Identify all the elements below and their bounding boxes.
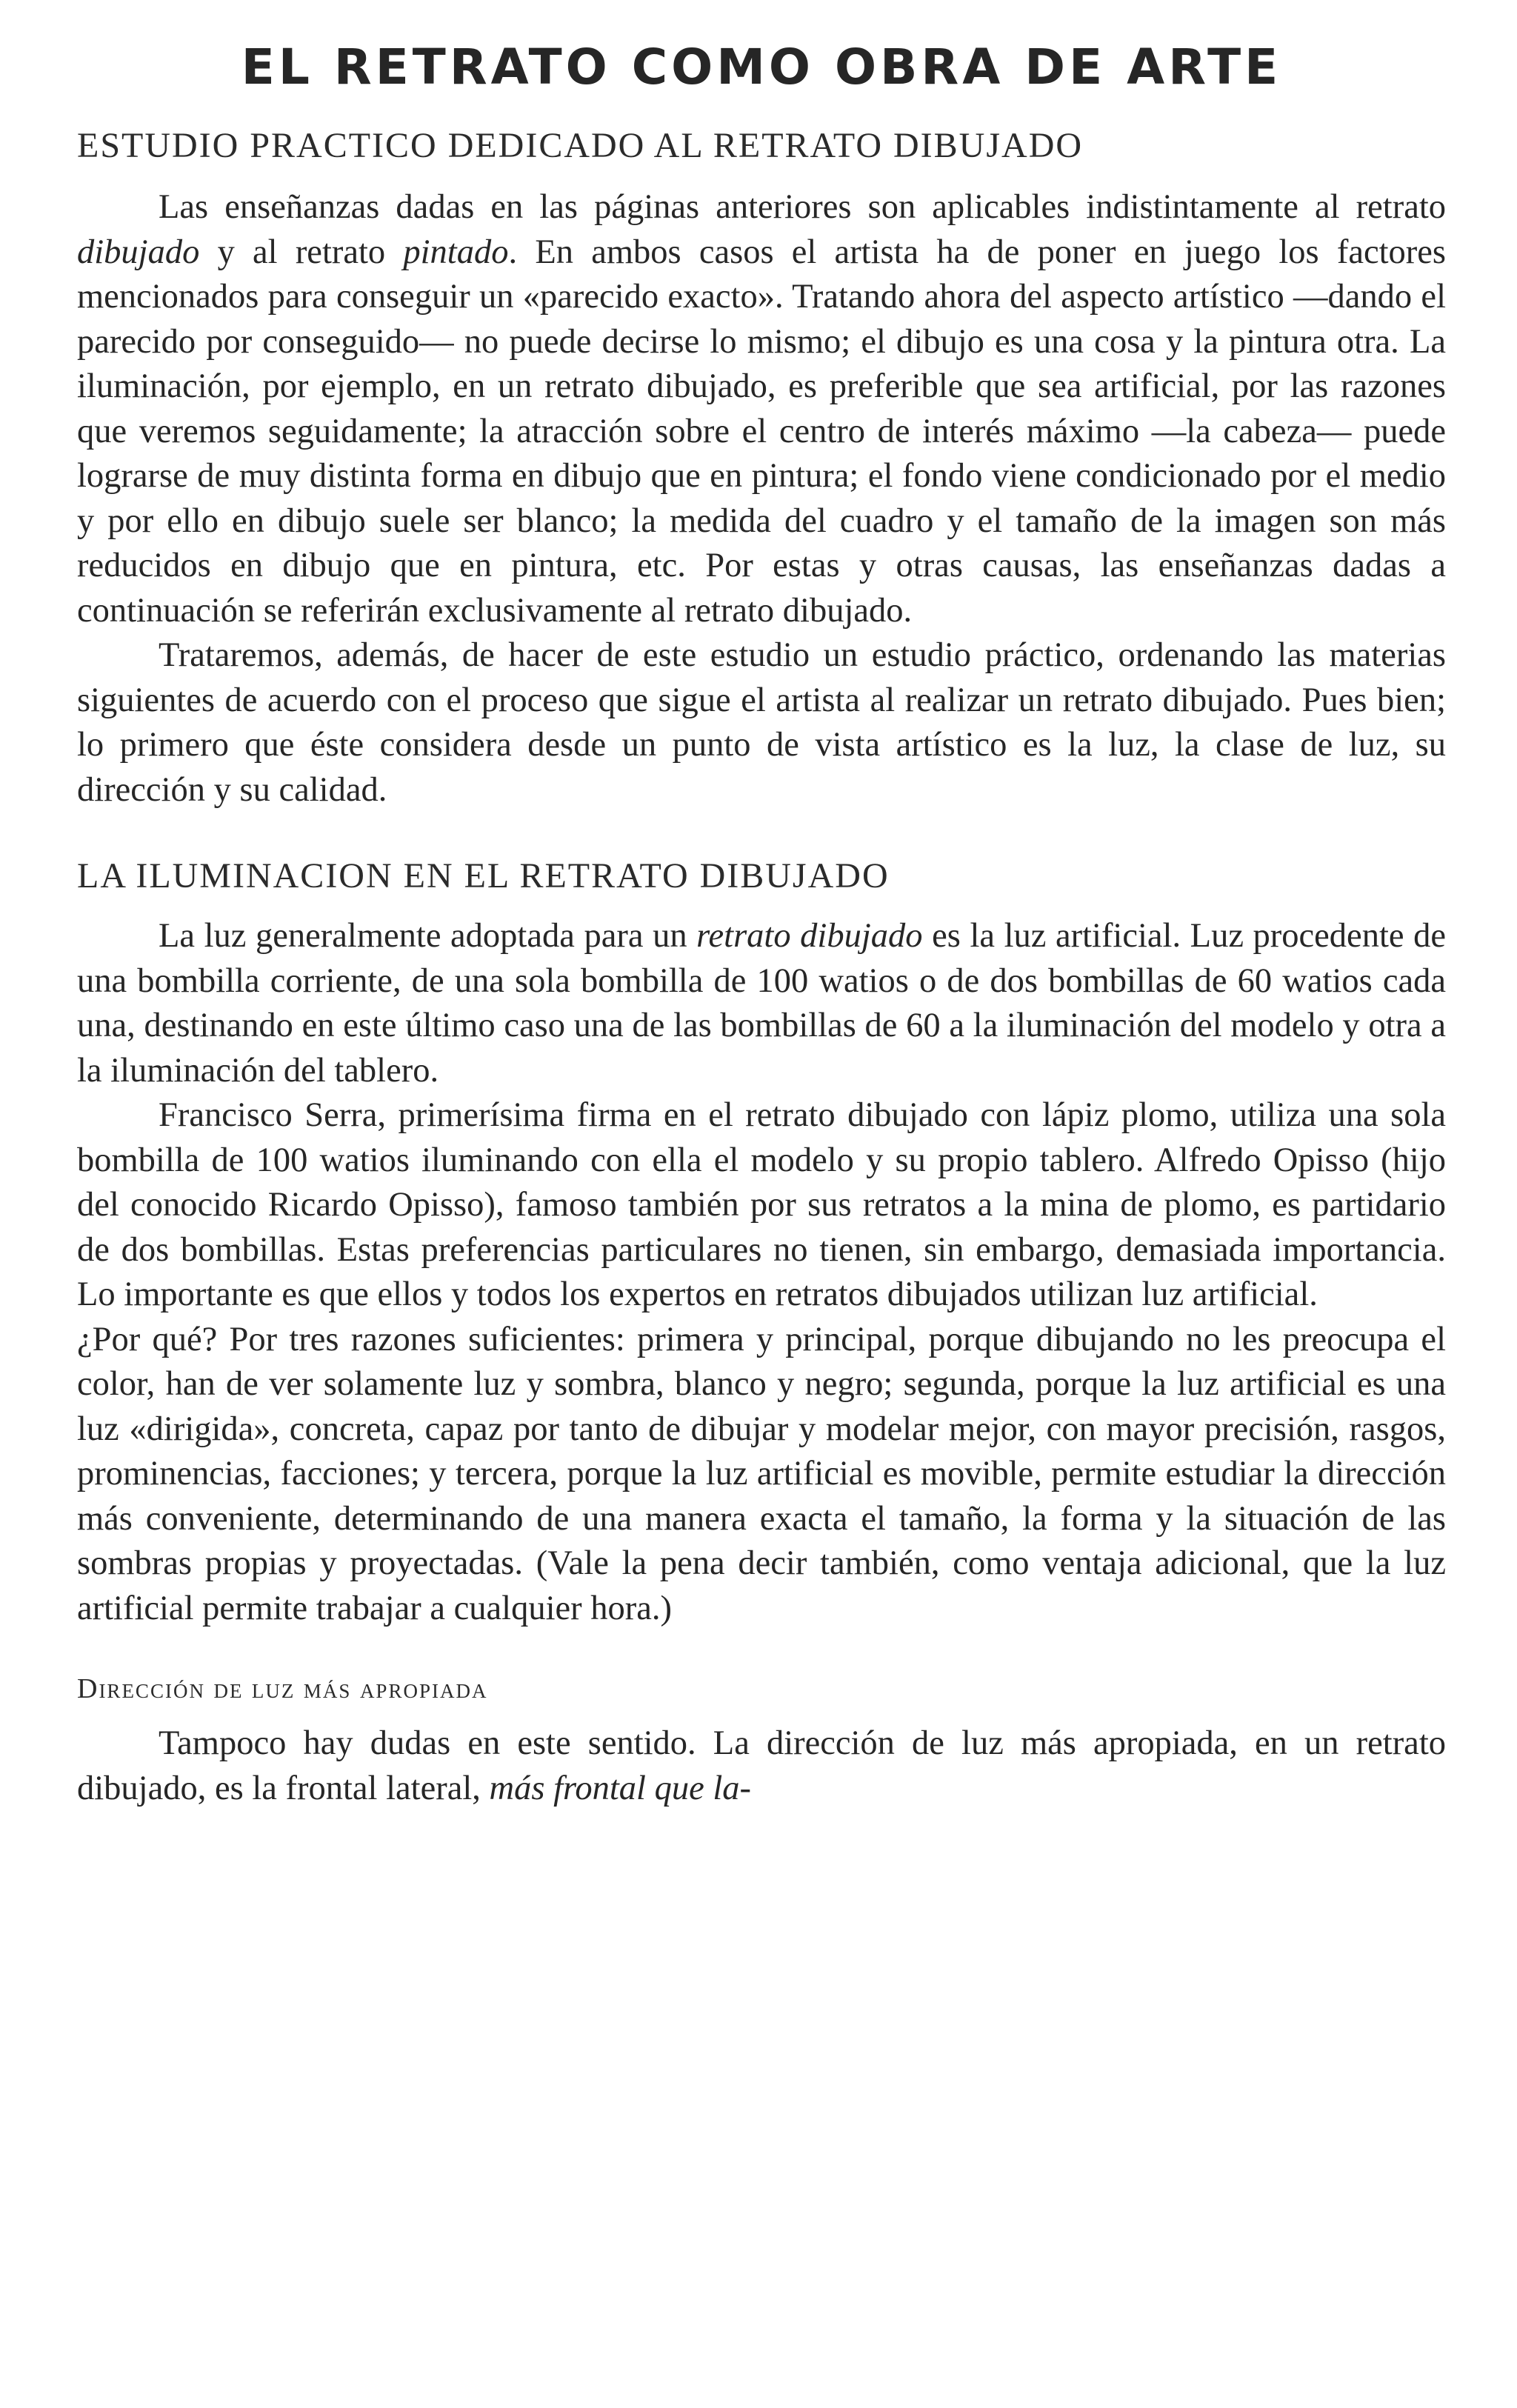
emphasis-dibujado: dibujado: [77, 233, 200, 271]
emphasis-retrato-dibujado: retrato dibujado: [696, 917, 923, 955]
paragraph-francisco-serra: Francisco Serra, primerísima firma en el retrato dibujado con lápiz plomo, utiliza una sola bombilla de 100 watios iluminando con ella el modelo y su propio tablero. Alfredo Opisso (hijo del conocido Ricardo Opisso), famoso también por sus retratos a la mina de plomo, es partidario de dos bombillas. Estas preferencias particulares no tienen, sin embargo, demasiada importancia. Lo importante es que ellos y todos los expertos en retratos dibujados utilizan luz artificial.: [77, 1096, 1446, 1313]
emphasis-mas-frontal: más frontal que la-: [489, 1769, 751, 1807]
text-run: Las enseñanzas dadas en las páginas anteriores son aplicables indistintamente al retrato: [159, 188, 1446, 226]
text-run: Tampoco hay dudas en este sentido. La dirección de luz más apropiada, en un retrato dibujado, es la frontal lateral,: [77, 1724, 1446, 1807]
section-heading-iluminacion: LA ILUMINACION EN EL RETRATO DIBUJADO: [77, 856, 890, 896]
paragraph-por-que: ¿Por qué? Por tres razones suficientes: primera y principal, porque dibujando no les preocupa el color, han de ver solamente luz y sombra, blanco y negro; segunda, porque la luz artificial es una luz «dirigida», concreta, capaz por tanto de dibujar y modelar mejor, con mayor precisión, rasgos, prominencias, facciones; y tercera, porque la luz artificial es movible, permite estudiar la dirección más conveniente, determinando de una manera exacta el tamaño, la forma y la situación de las sombras propias y proyectadas. (Vale la pena decir también, como ventaja adicional, que la luz artificial permite trabajar a cualquier hora.): [77, 1320, 1446, 1627]
page-title: EL RETRATO COMO OBRA DE ARTE: [241, 39, 1282, 96]
text-run: . En ambos casos el artista ha de poner en juego los factores mencionados para conseguir un «parecido exacto». Tratando ahora del aspecto artístico —dando el parecido por conseguido— no puede decirse lo mismo; el dibujo es una cosa y la pintura otra. La iluminación, por ejemplo, en un retrato dibujado, es preferible que sea artificial, por las razones que veremos seguidamente; la atracción sobre el centro de interés máximo —la cabeza— puede lograrse de muy distinta forma en dibujo que en pintura; el fondo viene condicionado por el medio y por ello en dibujo suele ser blanco; la medida del cuadro y el tamaño de la imagen son más reducidos en dibujo que en pintura, etc. Por estas y otras causas, las enseñanzas dadas a continuación se referirán exclusivamente al retrato dibujado.: [77, 233, 1446, 630]
text-run: es la luz artificial. Luz procedente de una bombilla corriente, de una sola bombilla de 100 watios o de dos bombillas de 60 watios cada una, destinando en este último caso una de las bombillas de 60 a la iluminación del modelo y otra a la iluminación del tablero.: [77, 917, 1446, 1090]
text-run: y al retrato: [199, 233, 404, 271]
paragraph-ensenanzas: [77, 185, 1446, 633]
paragraph-trataremos: Trataremos, además, de hacer de este estudio un estudio práctico, ordenando las materias siguientes de acuerdo con el proceso que sigue el artista al realizar un retrato dibujado. Pues bien; lo primero que éste considera desde un punto de vista artístico es la luz, la clase de luz, su dirección y su calidad.: [77, 636, 1446, 809]
paragraph-tampoco: [77, 1721, 1446, 1811]
sub-heading-direccion-de-luz: Dirección de luz más apropiada: [77, 1673, 488, 1704]
text-run: La luz generalmente adoptada para un: [159, 917, 697, 955]
emphasis-pintado: pintado: [403, 233, 509, 271]
paragraph-luz-adoptada: [77, 914, 1446, 1093]
section-heading-estudio-practico: ESTUDIO PRACTICO DEDICADO AL RETRATO DIBUJADO: [77, 126, 1084, 165]
